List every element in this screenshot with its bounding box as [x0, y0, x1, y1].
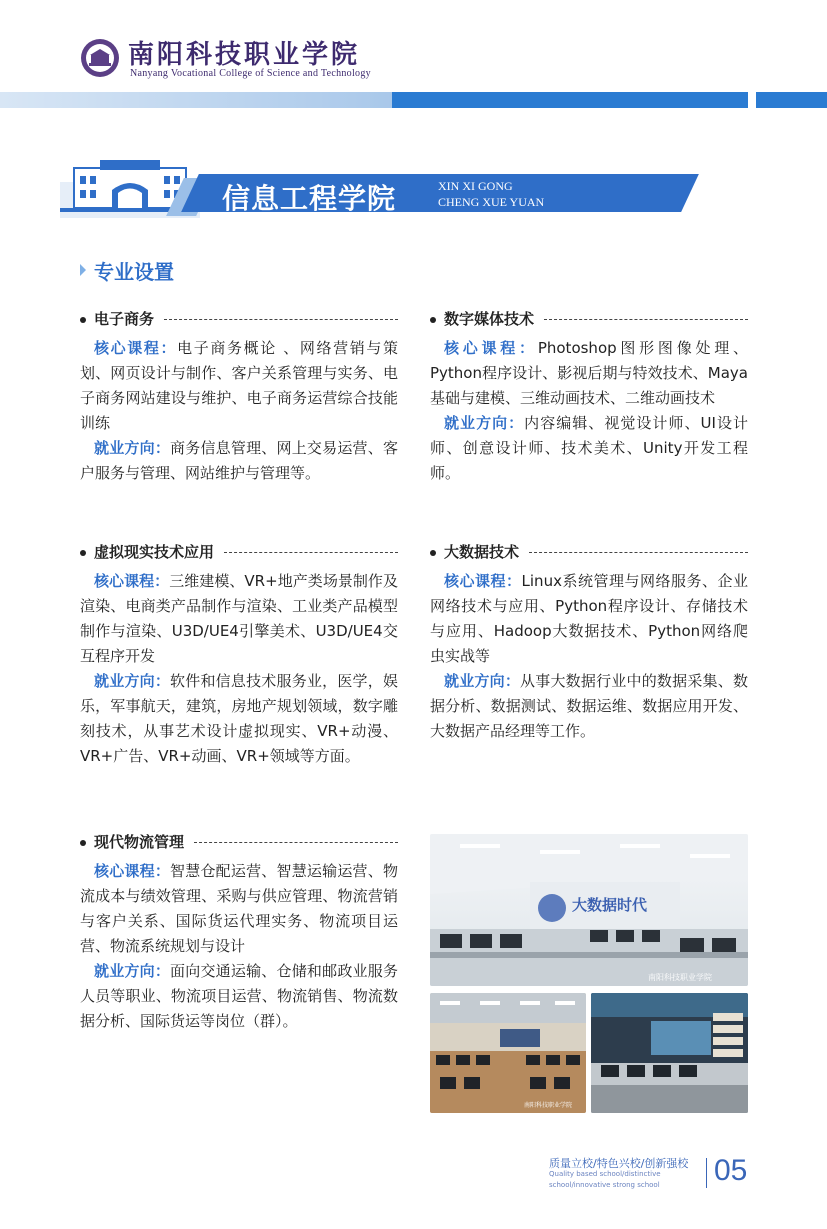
major-name: 大数据技术	[444, 543, 520, 561]
banner-title-en	[438, 178, 578, 210]
job-label: 就业方向：	[94, 672, 171, 690]
major-block	[430, 307, 748, 486]
lab-photo-1-image	[430, 834, 748, 986]
course-text: Linux系统管理与网络服务、企业网络技术与应用、Python程序设计、存储技术与应用、Hadoop大数据技术、Python网络爬虫实战等	[430, 572, 748, 665]
course-label: 核心课程：	[94, 572, 170, 590]
footer-slogan	[549, 1158, 709, 1191]
job-label: 就业方向：	[444, 414, 525, 432]
job-text: 内容编辑、视觉设计师、UI设计师、创意设计师、技术美术、Unity开发工程师。	[430, 414, 748, 482]
photo-watermark-1: 南阳科技职业学院	[648, 973, 712, 982]
college-banner	[60, 160, 640, 222]
major-name: 电子商务	[94, 310, 155, 328]
lab-photo-2-image	[430, 993, 586, 1113]
major-name-row	[80, 307, 398, 332]
college-seal-icon	[80, 38, 120, 78]
course-text: Photoshop图形图像处理、Python程序设计、影视后期与特效技术、Maya基础与建模、三维动画技术、二维动画技术	[430, 339, 748, 407]
major-jobs	[80, 959, 398, 1034]
major-courses	[430, 569, 748, 669]
major-block	[80, 540, 398, 769]
major-block	[80, 830, 398, 1034]
job-label: 就业方向：	[444, 672, 521, 690]
bullet-icon	[80, 317, 86, 323]
major-name-row	[80, 830, 398, 855]
course-label: 核心课程：	[444, 572, 522, 590]
photo-watermark-2: 南阳科技职业学院	[524, 1102, 573, 1109]
bullet-icon	[80, 840, 86, 846]
footer-slogan-en: Quality based school/distinctive school/innovative strong school	[549, 1170, 661, 1189]
banner-title-en-line1: XIN XI GONG	[438, 179, 513, 193]
lab-photo-3-image	[591, 993, 748, 1113]
major-jobs	[80, 669, 398, 769]
wall-sign-text: 大数据时代	[572, 896, 648, 914]
major-courses	[430, 336, 748, 411]
photo-computer-lab	[430, 993, 586, 1113]
major-courses	[80, 859, 398, 959]
college-name-cn: 南阳科技职业学院	[128, 40, 361, 70]
major-name-row	[430, 307, 748, 332]
footer-divider	[706, 1158, 707, 1188]
photo-library-lab	[591, 993, 748, 1113]
major-jobs	[430, 411, 748, 486]
major-block	[430, 540, 748, 744]
course-label: 核心课程：	[94, 339, 178, 357]
course-text: 电子商务概论 、网络营销与策划、网页设计与制作、客户关系管理与实务、电子商务网站建设与维护、电子商务运营综合技能训练	[80, 339, 398, 432]
major-name-row	[80, 540, 398, 565]
major-courses	[80, 336, 398, 436]
major-block	[80, 307, 398, 486]
job-text: 商务信息管理、网上交易运营、客户服务与管理、网站维护与管理等。	[80, 439, 398, 482]
header-stripe-light	[0, 92, 392, 108]
banner-title-en-line2: CHENG XUE YUAN	[438, 195, 545, 209]
job-label: 就业方向：	[94, 962, 171, 980]
bullet-icon	[430, 317, 436, 323]
dash-divider	[164, 319, 398, 320]
major-courses	[80, 569, 398, 669]
course-text: 三维建模、VR+地产类场景制作及渲染、电商类产品制作与渲染、工业类产品模型制作与渲染、U3D/UE4引擎美术、U3D/UE4交互程序开发	[80, 572, 398, 665]
bullet-icon	[430, 550, 436, 556]
page-header	[0, 0, 827, 110]
dash-divider	[194, 842, 398, 843]
job-text: 从事大数据行业中的数据采集、数据分析、数据测试、数据运维、数据应用开发、大数据产品经理等工作。	[430, 672, 748, 740]
major-jobs	[430, 669, 748, 744]
page-number: 05	[714, 1154, 748, 1187]
major-jobs	[80, 436, 398, 486]
college-name-en: Nanyang Vocational College of Science and Technology	[130, 68, 371, 79]
major-name-row	[430, 540, 748, 565]
job-text: 面向交通运输、仓储和邮政业服务人员等职业、物流项目运营、物流销售、物流数据分析、国际货运等岗位（群）。	[80, 962, 398, 1030]
major-name: 现代物流管理	[94, 833, 185, 851]
photo-big-data-lab	[430, 834, 748, 986]
bullet-icon	[80, 550, 86, 556]
course-label: 核心课程：	[94, 862, 171, 880]
major-name: 虚拟现实技术应用	[94, 543, 215, 561]
section-title	[78, 256, 174, 285]
dash-divider	[529, 552, 748, 553]
header-stripe-dark-end	[756, 92, 827, 108]
footer-slogan-cn: 质量立校/特色兴校/创新强校	[549, 1157, 689, 1170]
section-title-text: 专业设置	[94, 260, 174, 284]
major-name: 数字媒体技术	[444, 310, 535, 328]
banner-title-cn: 信息工程学院	[222, 182, 397, 215]
job-label: 就业方向：	[94, 439, 171, 457]
dash-divider	[224, 552, 398, 553]
dash-divider	[544, 319, 748, 320]
course-label: 核心课程：	[444, 339, 538, 357]
header-stripe-dark	[392, 92, 748, 108]
course-text: 智慧仓配运营、智慧运输运营、物流成本与绩效管理、采购与供应管理、物流营销与客户关系、国际货运代理实务、物流项目运营、物流系统规划与设计	[80, 862, 398, 955]
job-text: 软件和信息技术服务业，医学，娱乐，军事航天，建筑，房地产规划领域，数字雕刻技术，从事艺术设计虚拟现实、VR+动漫、VR+广告、VR+动画、VR+领域等方面。	[80, 672, 398, 765]
